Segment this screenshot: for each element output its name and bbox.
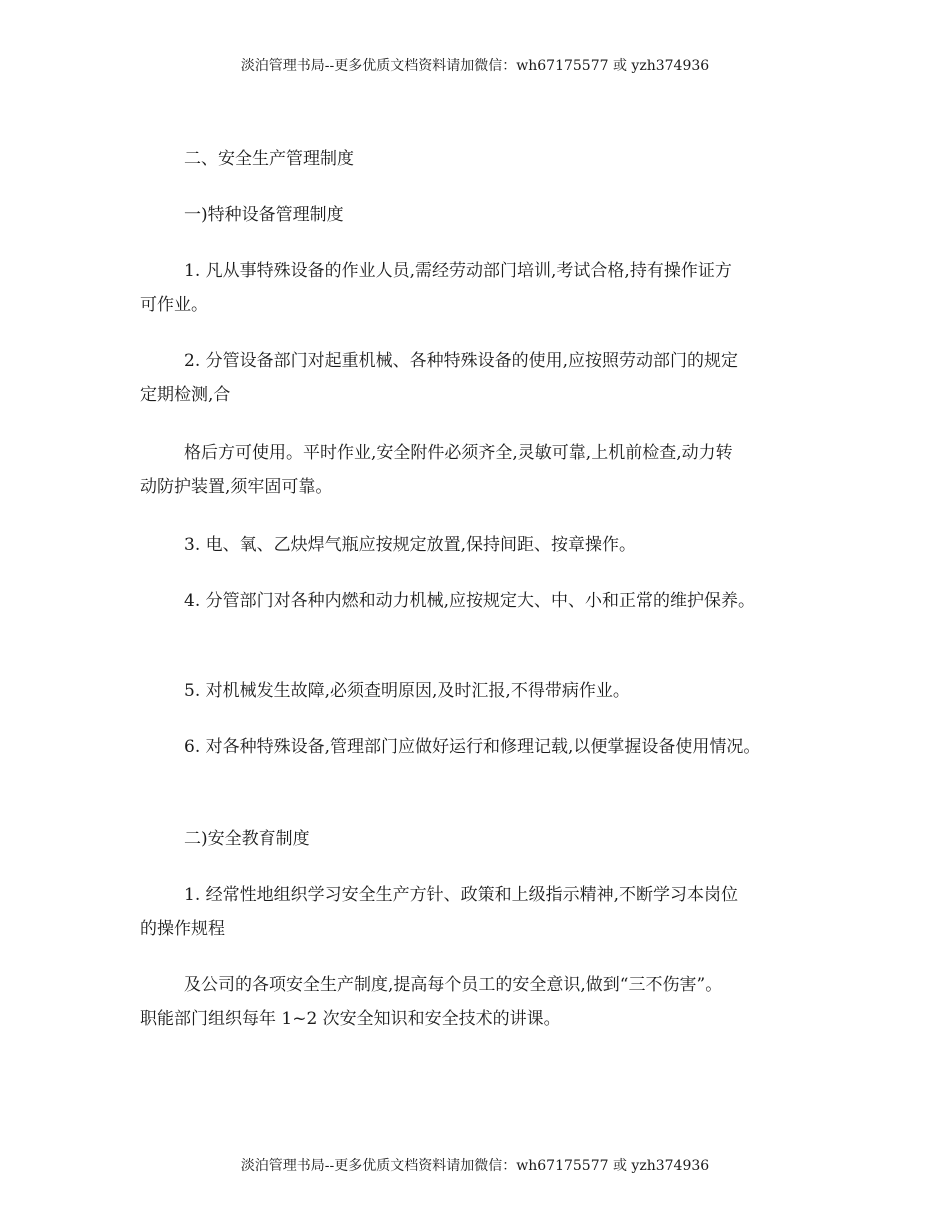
paragraph-line: 3. 电、氧、乙炔焊气瓶应按规定放置,保持间距、按章操作。 (184, 535, 637, 555)
paragraph-line: 1. 凡从事特殊设备的作业人员,需经劳动部门培训,考试合格,持有操作证方 (184, 261, 732, 281)
list-item (140, 344, 820, 412)
paragraph-line: 定期检测,合 (140, 385, 231, 405)
paragraph-line: 职能部门组织每年 1~2 次安全知识和安全技术的讲课。 (140, 1009, 561, 1029)
paragraph-line: 可作业。 (140, 295, 208, 315)
subsection-title-text: 一)特种设备管理制度 (184, 205, 344, 225)
subsection-title-safety-education (140, 822, 820, 856)
paragraph-line: 格后方可使用。平时作业,安全附件必须齐全,灵敏可靠,上机前检查,动力转 (184, 443, 733, 463)
list-item (140, 584, 820, 618)
paragraph-line: 1. 经常性地组织学习安全生产方针、政策和上级指示精神,不断学习本岗位 (184, 885, 739, 905)
list-item (140, 674, 820, 708)
subsection-title-special-equipment (140, 198, 820, 232)
list-item (140, 878, 820, 946)
paragraph-line: 动防护装置,须牢固可靠。 (140, 477, 333, 497)
paragraph-line: 4. 分管部门对各种内燃和动力机械,应按规定大、中、小和正常的维护保养。 (184, 591, 756, 611)
section-title-text: 二、安全生产管理制度 (184, 149, 354, 169)
paragraph-line: 及公司的各项安全生产制度,提高每个员工的安全意识,做到“三不伤害”。 (184, 975, 723, 995)
paragraph-line: 2. 分管设备部门对起重机械、各种特殊设备的使用,应按照劳动部门的规定 (184, 351, 739, 371)
list-item (140, 254, 820, 322)
list-item (140, 730, 820, 764)
page-footer: 淡泊管理书局--更多优质文档资料请加微信：wh67175577 或 yzh374936 (240, 1158, 710, 1174)
subsection-title-text: 二)安全教育制度 (184, 829, 310, 849)
section-title (140, 142, 820, 176)
list-item (140, 528, 820, 562)
list-item (140, 968, 820, 1036)
paragraph-line: 的操作规程 (140, 919, 225, 939)
list-item (140, 436, 820, 504)
page-header: 淡泊管理书局--更多优质文档资料请加微信：wh67175577 或 yzh374936 (240, 58, 710, 74)
paragraph-line: 5. 对机械发生故障,必须查明原因,及时汇报,不得带病作业。 (184, 681, 630, 701)
paragraph-line: 6. 对各种特殊设备,管理部门应做好运行和修理记载,以便掌握设备使用情况。 (184, 737, 761, 757)
